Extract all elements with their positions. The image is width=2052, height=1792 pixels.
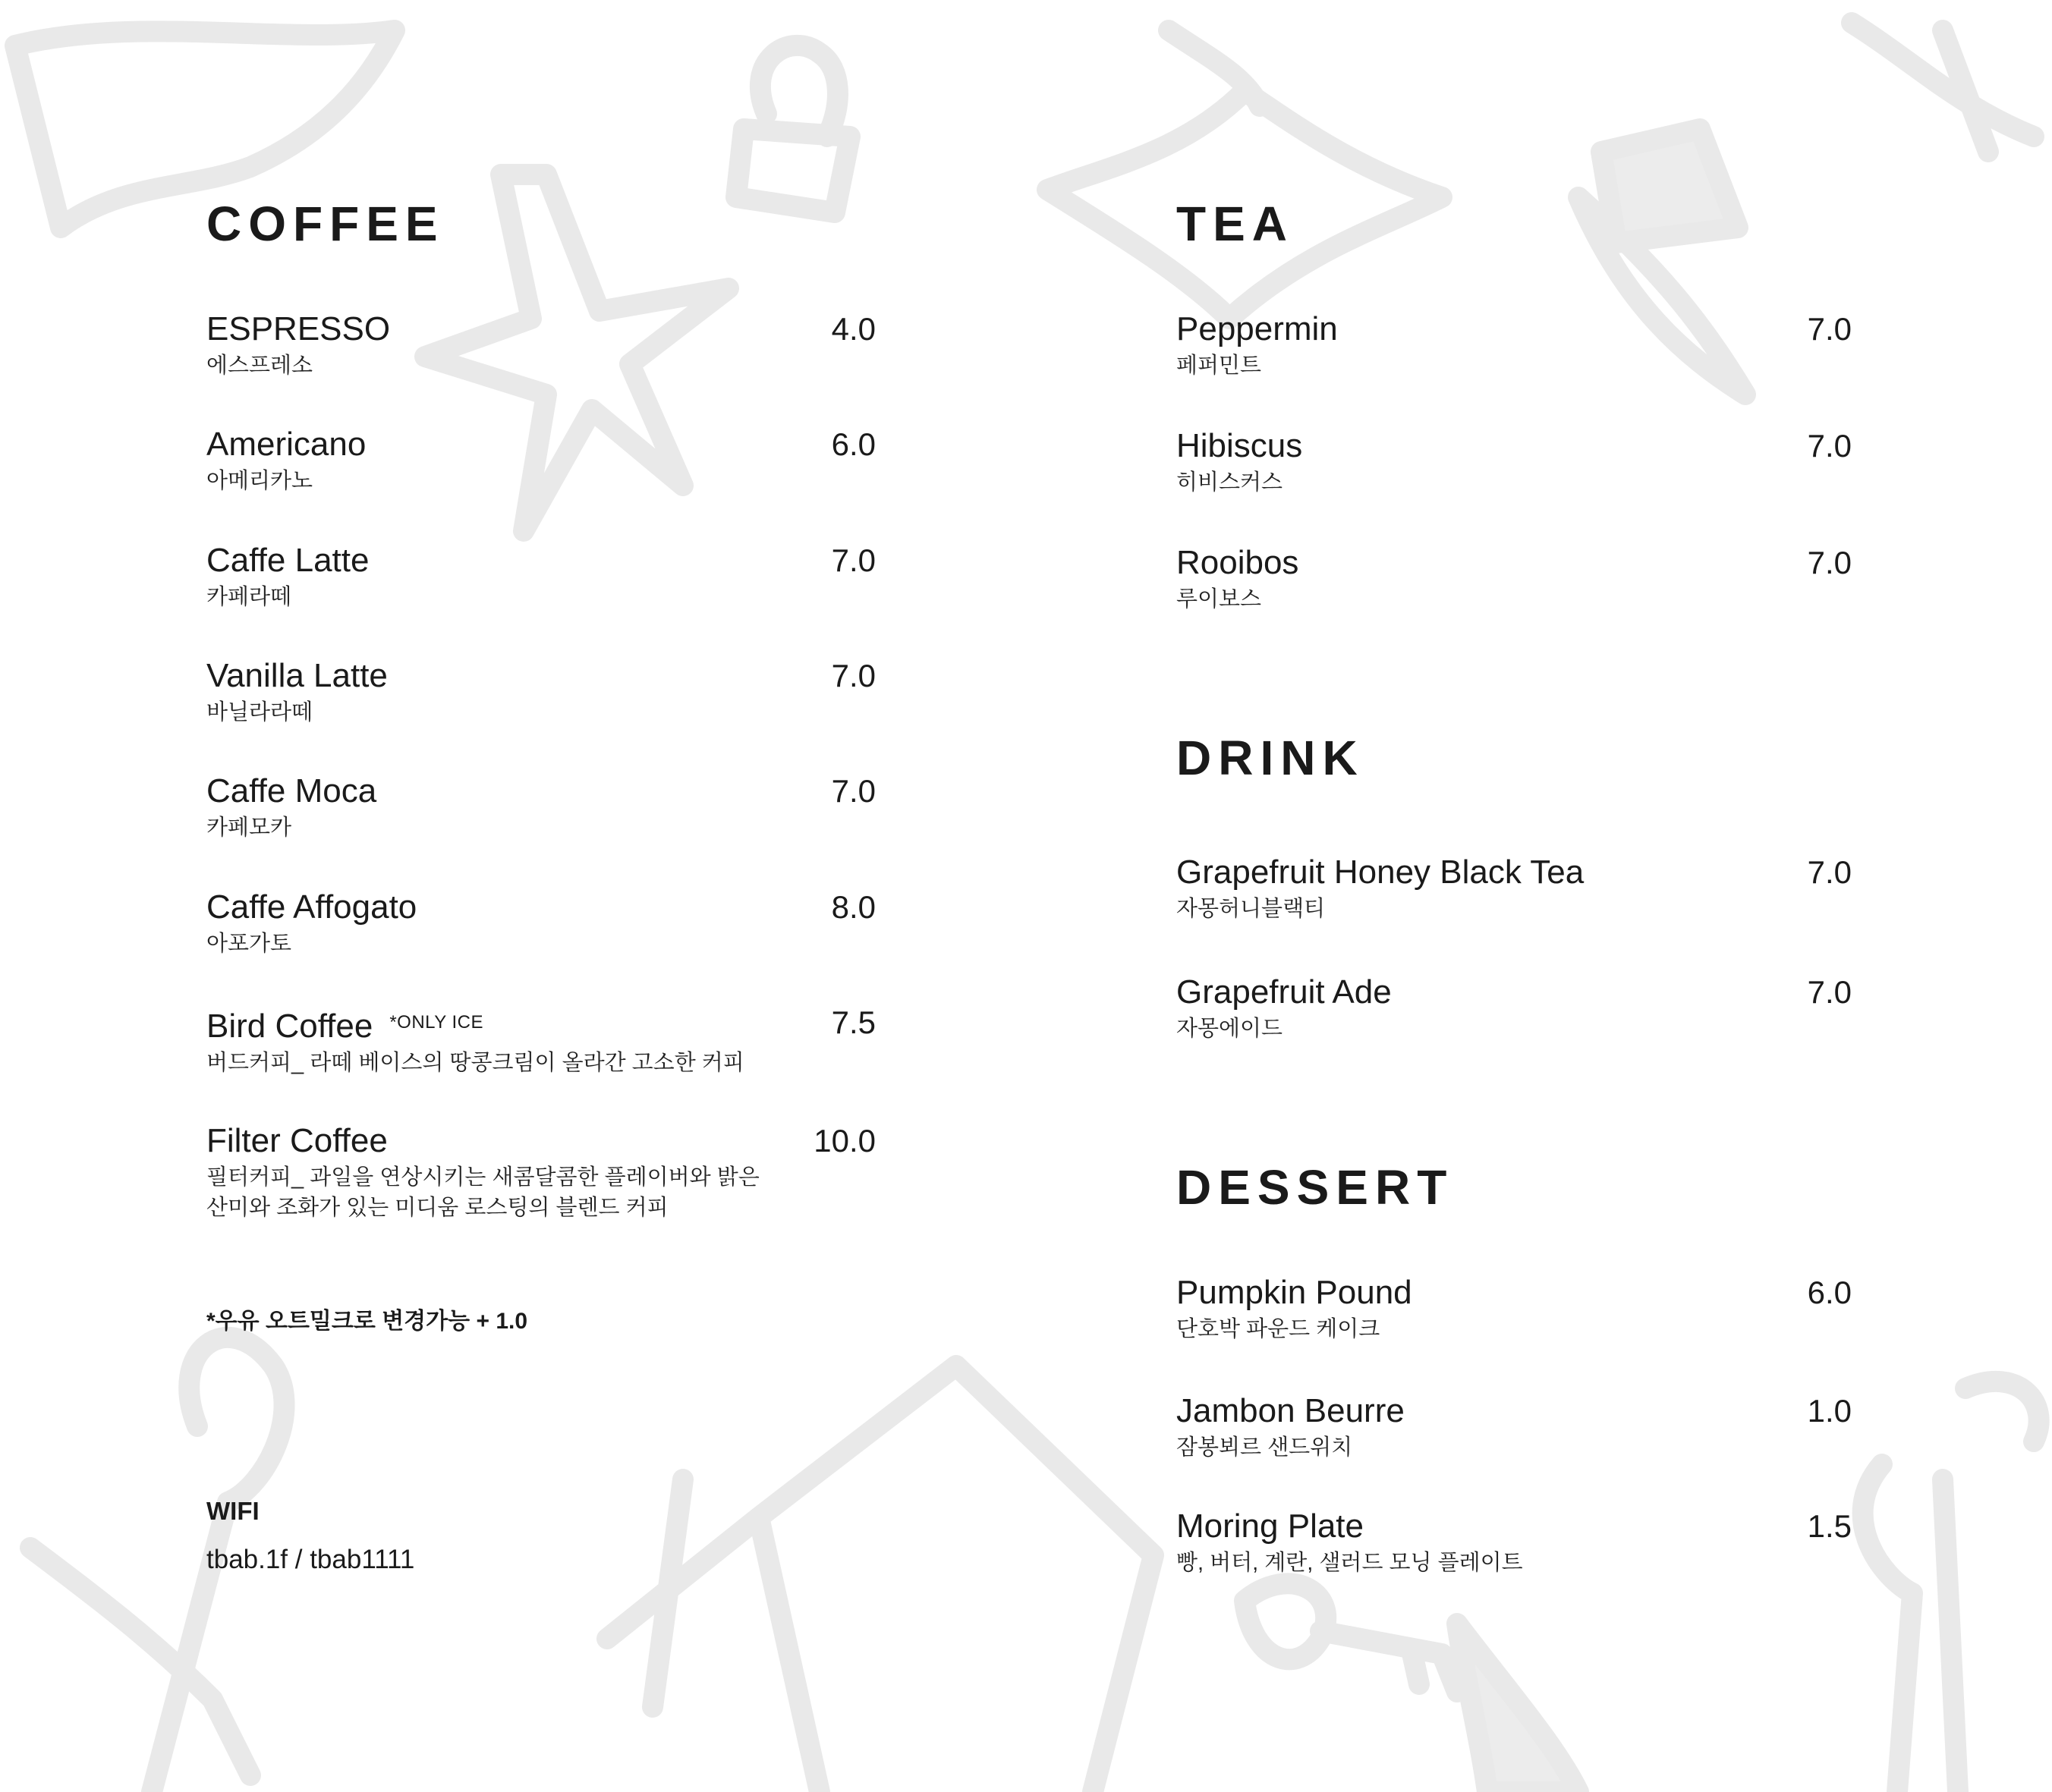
item-name: Bird Coffee [206,1008,373,1045]
item-description: 바닐라라떼 [206,700,313,725]
leaf-doodle-icon [1457,1624,1578,1792]
item-description: 루이보스 [1176,587,1262,611]
item-description: 빵, 버터, 계란, 샐러드 모닝 플레이트 [1176,1551,1523,1575]
item-price: 4.0 [831,311,876,347]
item-name: Caffe Affogato [206,888,417,926]
coffee-menu-item [206,310,965,381]
item-name: Pumpkin Pound [1176,1274,1412,1311]
coffee-menu-item [206,1121,965,1223]
tea-menu-item [1176,543,1852,615]
bird-doodle-icon [1047,30,1442,319]
item-description: 카페라떼 [206,585,292,609]
coffee-menu-item [206,772,965,843]
item-description: 단호박 파운드 케이크 [1176,1317,1380,1341]
item-name: Vanilla Latte [206,657,388,694]
item-price: 7.0 [1807,974,1852,1010]
item-name-line [1176,973,1852,1012]
item-name: Americano [206,426,367,463]
item-name-line [1176,426,1852,466]
dessert-section-title: DESSERT [1176,1160,1454,1215]
item-price: 10.0 [814,1123,876,1159]
item-description: 자몽에이드 [1176,1017,1283,1041]
coffee-menu-item [206,541,965,612]
item-name-line [1176,853,1852,892]
wifi-label: WIFI [206,1497,260,1525]
coffee-menu-item [206,425,965,496]
coffee-section-title: COFFEE [206,196,445,251]
tea-menu-item [1176,310,1852,381]
item-description: 카페모카 [206,816,292,840]
item-price: 7.0 [1807,545,1852,580]
item-price: 1.0 [1807,1393,1852,1429]
item-price: 7.0 [1807,428,1852,464]
item-description: 잠봉뵈르 샌드위치 [1176,1435,1353,1460]
coffee-menu-item [206,888,965,959]
item-note: *ONLY ICE [389,1012,483,1033]
item-description: 페퍼민트 [1176,354,1262,378]
item-name-line [1176,310,1852,349]
item-description: 아포가토 [206,932,292,956]
item-description: 자몽허니블랙티 [1176,897,1326,921]
item-price: 7.5 [831,1004,876,1040]
dessert-menu-item [1176,1273,1852,1344]
key-doodle-icon [1245,1583,1457,1692]
drink-menu-item [1176,973,1852,1044]
milk-option-note: *우유 오트밀크로 변경가능 + 1.0 [206,1309,528,1334]
item-name-line [1176,1273,1852,1313]
tea-section-title: TEA [1176,196,1294,251]
drink-section-title: DRINK [1176,731,1364,785]
item-name: Grapefruit Honey Black Tea [1176,854,1585,891]
item-price: 1.5 [1807,1508,1852,1544]
drink-menu-item [1176,853,1852,924]
item-price: 7.0 [831,658,876,693]
item-name-line [1176,543,1852,583]
item-name: Grapefruit Ade [1176,973,1392,1011]
coffee-menu-item [206,1003,965,1078]
item-name-line [1176,1507,1852,1546]
item-price: 6.0 [831,426,876,462]
house-doodle-icon [607,1366,1153,1792]
item-name: Jambon Beurre [1176,1392,1405,1429]
item-description: 아메리카노 [206,469,313,493]
item-name: Rooibos [1176,544,1299,581]
item-description: 버드커피_ 라떼 베이스의 땅콩크림이 올라간 고소한 커피 [206,1051,744,1075]
item-description: 필터커피_ 과일을 연상시키는 새콤달콤한 플레이버와 밝은 산미와 조화가 있는 미디움 로스팅의 블렌드 커피 [206,1165,760,1220]
item-price: 7.0 [831,542,876,578]
item-name-line [1176,1391,1852,1431]
bird-doodle-icon [1852,23,2034,152]
dessert-menu-item [1176,1391,1852,1463]
item-name: Filter Coffee [206,1122,388,1159]
wifi-credentials: tbab.1f / tbab1111 [206,1545,415,1574]
item-name: Caffe Moca [206,772,377,810]
item-name: Moring Plate [1176,1507,1364,1545]
item-price: 7.0 [831,773,876,809]
item-price: 6.0 [1807,1275,1852,1310]
item-name: Hibiscus [1176,427,1303,464]
item-price: 7.0 [1807,854,1852,890]
item-price: 7.0 [1807,311,1852,347]
item-price: 8.0 [831,889,876,925]
item-description: 에스프레소 [206,354,313,378]
lock-doodle-icon [736,46,850,212]
dessert-menu-item [1176,1507,1852,1578]
item-name: ESPRESSO [206,310,391,347]
keys-doodle-icon [1863,1382,2039,1792]
item-description: 히비스커스 [1176,470,1283,495]
item-name: Caffe Latte [206,542,370,579]
tea-menu-item [1176,426,1852,498]
cup-doodle-icon [1601,129,1738,243]
coffee-menu-item [206,656,965,728]
item-name: Peppermin [1176,310,1338,347]
